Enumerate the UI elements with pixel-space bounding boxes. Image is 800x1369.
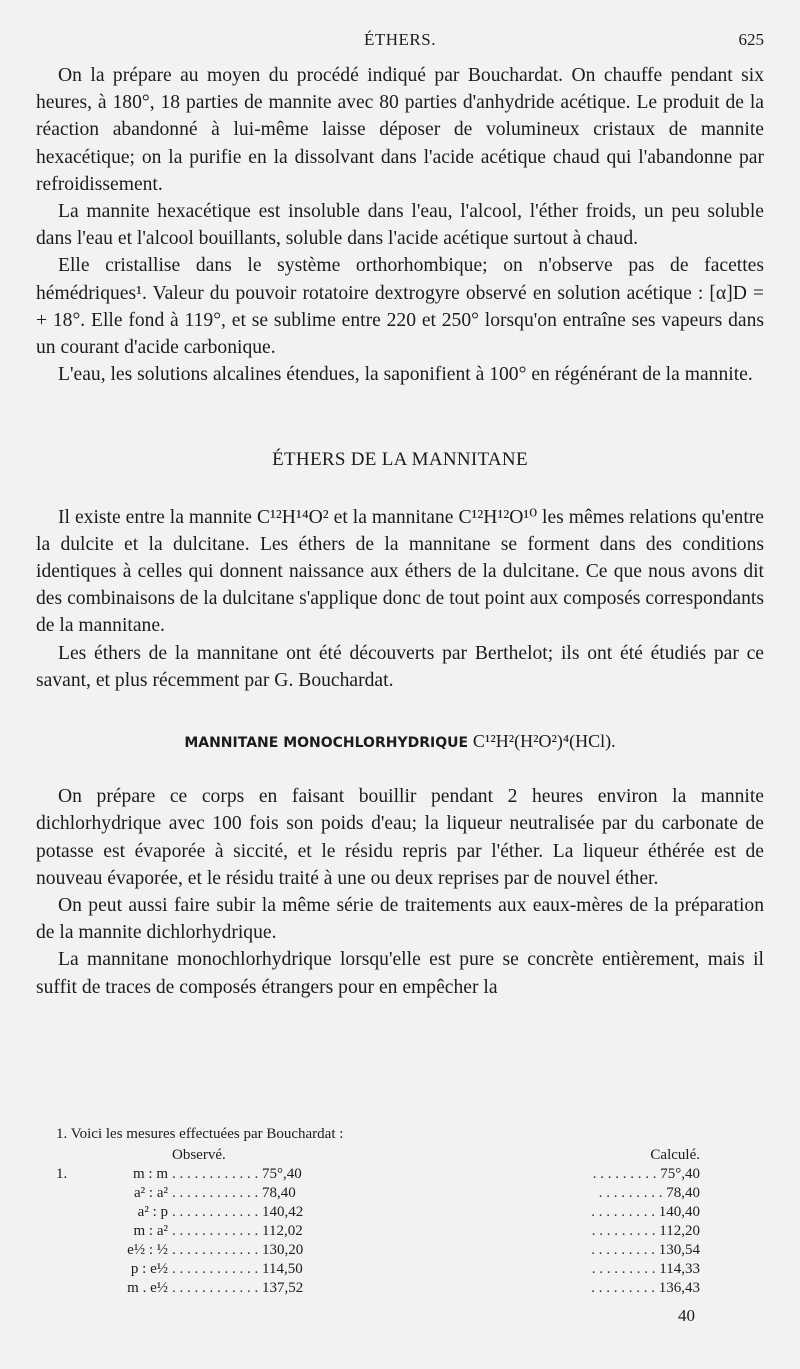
leader-dots: . . . . . . . . . . . . xyxy=(172,1185,262,1201)
paragraph: On la prépare au moyen du procédé indiqué par Bouchardat. On chauffe pendant six heures, à 180°, 18 parties de mannite avec 80 parties d'anhydride acétique. Le produit de la réaction abandonné à lui-même laisse déposer de volumineux cristaux de mannite hexacétique; on la purifie en la dissolvant dans l'acide acétique chaud qui l'abandonne par refroidissement. xyxy=(36,65,764,195)
row-label: m : a² xyxy=(133,1223,168,1239)
paragraph: Elle cristallise dans le système orthorhombique; on n'observe pas de facettes hémédriques¹. Valeur du pouvoir rotatoire dextrogyre observé en solution acétique : [α]D = + 18°. Elle fond à 119°, et se sublime entre 220 et 250° lorsqu'on entraîne ses vapeurs dans un courant d'acide carbonique. xyxy=(36,255,764,359)
footnote xyxy=(56,1125,700,1298)
row-label: m : m xyxy=(132,1166,168,1182)
leader-dots: . . . . . . . . . xyxy=(591,1280,659,1296)
leader-dots: . . . . . . . . . . . . xyxy=(172,1242,262,1258)
row-label: p : e½ xyxy=(130,1261,168,1277)
observed-value: 137,52 xyxy=(262,1280,304,1296)
table-row xyxy=(56,1203,700,1222)
leader-dots: . . . . . . . . . xyxy=(591,1223,660,1239)
calculated-value: 114,33 xyxy=(659,1261,700,1277)
col-calculated-header: Calculé. xyxy=(650,1147,700,1163)
leader-dots: . . . . . . . . . xyxy=(592,1166,661,1182)
row-label: e½ : ½ xyxy=(127,1242,168,1258)
table-row xyxy=(56,1279,700,1298)
paragraph: L'eau, les solutions alcalines étendues, la saponifient à 100° en régénérant de la mannite. xyxy=(58,364,753,386)
measurement-table xyxy=(56,1146,700,1298)
running-header xyxy=(36,30,764,56)
observed-value: 78,40 xyxy=(262,1185,296,1201)
page-number: 625 xyxy=(738,30,764,49)
table-header-row xyxy=(56,1146,700,1165)
paragraph: Il existe entre la mannite C¹²H¹⁴O² et la mannitane C¹²H¹²O¹⁰ les mêmes relations qu'entre la dulcite et la dulcitane. Les éthers de la mannitane se forment dans des conditions identiques à celles qui donnent naissance aux éthers de la dulcitane. Ce que nous avons dit des combinaisons de la dulcitane s'applique donc de tout point aux composés correspondants de la mannitane. xyxy=(36,506,764,637)
footnote-number: 1. xyxy=(56,1166,68,1182)
paragraph: La mannitane monochlorhydrique lorsqu'elle est pure se concrète entièrement, mais il suffit de traces de composés étrangers pour en empêcher la xyxy=(36,949,764,998)
leader-dots: . . . . . . . . . xyxy=(591,1204,659,1220)
leader-dots: . . . . . . . . . xyxy=(598,1185,667,1201)
observed-value: 114,50 xyxy=(262,1261,303,1277)
leader-dots: . . . . . . . . . xyxy=(591,1242,659,1258)
subsection-name: MANNITANE MONOCHLORHYDRIQUE xyxy=(184,735,469,752)
calculated-value: 130,54 xyxy=(658,1242,700,1258)
row-label: a² : p xyxy=(137,1204,168,1220)
paragraph: On prépare ce corps en faisant bouillir pendant 2 heures environ la mannite dichlorhydrique avec 100 fois son poids d'eau; la liqueur neutralisée par du carbonate de potasse est évaporée à siccité, et le résidu repris par l'éther. La liqueur éthérée est de nouveau évaporée, et le résidu traité à une ou deux reprises par de nouvel éther. xyxy=(36,786,764,889)
row-label: m . e½ xyxy=(127,1280,168,1296)
calculated-value: 112,20 xyxy=(659,1223,700,1239)
paragraph: On peut aussi faire subir la même série de traitements aux eaux-mères de la préparation de la mannite dichlorhydrique. xyxy=(36,895,764,944)
table-row xyxy=(56,1165,700,1184)
paragraph: La mannite hexacétique est insoluble dans l'eau, l'alcool, l'éther froids, un peu soluble dans l'eau et l'alcool bouillants, soluble dans l'acide acétique surtout à chaud. xyxy=(36,201,764,250)
leader-dots: . . . . . . . . . . . . xyxy=(172,1261,262,1277)
subsection-formula: C¹²H²(H²O²)⁴(HCl). xyxy=(472,731,616,752)
table-row xyxy=(56,1222,700,1241)
calculated-value: 75°,40 xyxy=(660,1166,700,1182)
leader-dots: . . . . . . . . . . . . xyxy=(172,1204,262,1220)
leader-dots: . . . . . . . . . . . . xyxy=(172,1223,262,1239)
table-row xyxy=(56,1184,700,1203)
observed-value: 140,42 xyxy=(262,1204,304,1220)
leader-dots: . . . . . . . . . . . . xyxy=(172,1166,262,1182)
observed-value: 130,20 xyxy=(262,1242,304,1258)
row-label: a² : a² xyxy=(134,1185,168,1201)
leader-dots: . . . . . . . . . . . . xyxy=(172,1280,262,1296)
observed-value: 75°,40 xyxy=(262,1166,302,1182)
main-text xyxy=(36,62,764,1001)
col-observed-header: Observé. xyxy=(172,1147,226,1163)
running-title: ÉTHERS. xyxy=(364,30,436,49)
signature-mark: 40 xyxy=(678,1306,695,1325)
table-row xyxy=(56,1241,700,1260)
calculated-value: 136,43 xyxy=(658,1280,700,1296)
calculated-value: 140,40 xyxy=(658,1204,700,1220)
section-heading: ÉTHERS DE LA MANNITANE xyxy=(272,449,528,471)
leader-dots: . . . . . . . . . xyxy=(591,1261,660,1277)
paragraph: Les éthers de la mannitane ont été découverts par Berthelot; ils ont été étudiés par ce savant, et plus récemment par G. Bouchardat. xyxy=(36,642,764,691)
calculated-value: 78,40 xyxy=(666,1185,700,1201)
subsection-heading xyxy=(36,728,764,757)
observed-value: 112,02 xyxy=(262,1223,303,1239)
footnote-intro: 1. Voici les mesures effectuées par Bouchardat : xyxy=(56,1126,344,1142)
table-row xyxy=(56,1260,700,1279)
